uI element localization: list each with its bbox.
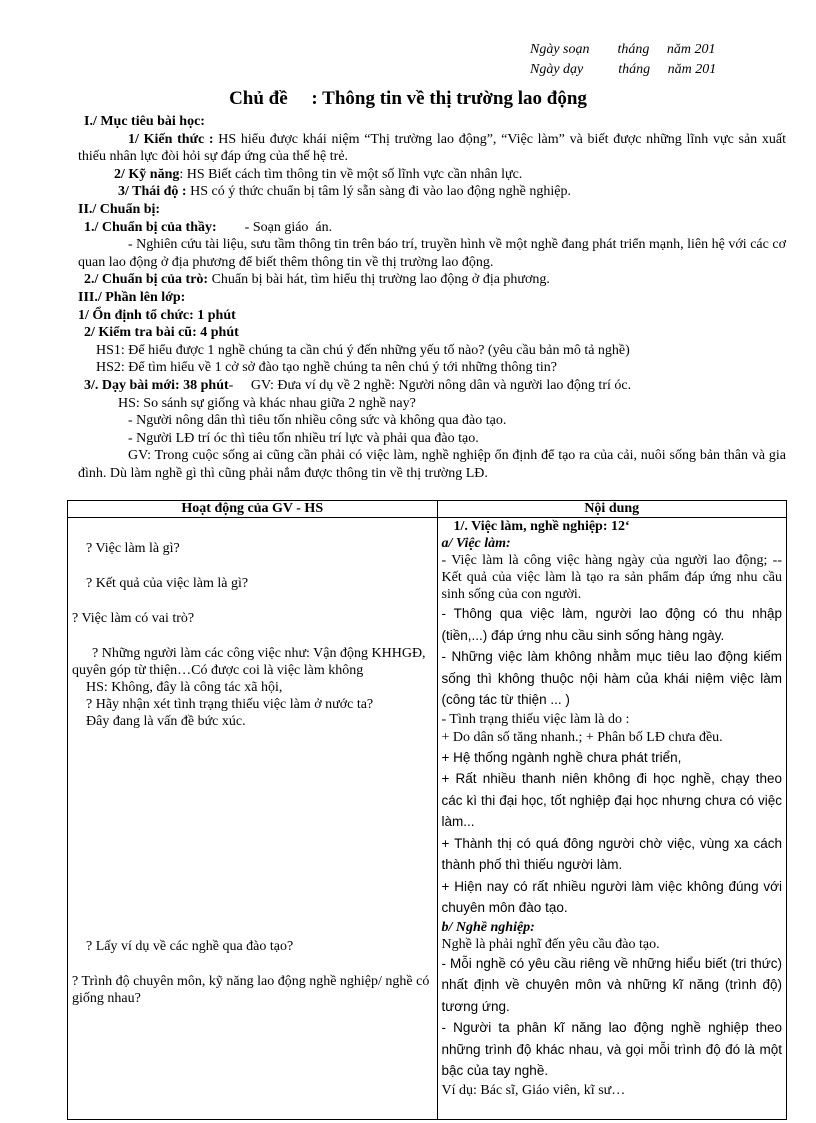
viec-lam-2: - Thông qua việc làm, người lao động có thu nhập (tiền,...) đáp ứng nhu cầu sinh sống hàng ngày. <box>441 606 782 643</box>
gv-intro-text: GV: Trong cuộc sống ai cũng cần phải có việc làm, nghề nghiệp ổn định để tạo ra của cải, nuôi sống bản thân và gia đình. Dù làm nghề gì thì cũng phải nắm được thông tin về thị trường LĐ. <box>78 448 786 481</box>
bai-moi-label: 3/. Dạy bài mới: 38 phút <box>84 377 229 393</box>
kiem-tra: 2/ Kiểm tra bài cũ: 4 phút <box>84 325 239 341</box>
on-dinh: 1/ Ổn định tổ chức: 1 phút <box>78 307 236 323</box>
lesson-body <box>78 113 786 482</box>
heading-phan-len-lop: III./ Phần lên lớp: <box>78 289 186 305</box>
bai-moi <box>78 377 786 395</box>
cb-thay-text: - Soạn giáo án. <box>216 219 333 235</box>
heading-muc-tieu: I./ Mục tiêu bài học: <box>84 114 205 129</box>
question-1: ? Việc làm là gì? <box>86 541 180 556</box>
question-2: ? Kết quả của việc làm là gì? <box>86 576 249 591</box>
content-heading-1: 1/. Việc làm, nghề nghiệp: 12‘ <box>453 519 630 534</box>
question-7: ? Trình độ chuyên môn, kỹ năng lao động nghề nghiệp/ nghề có giống nhau? <box>72 974 430 1006</box>
answer-5: Đây đang là vấn đề bức xúc. <box>86 714 246 729</box>
activities-cell <box>68 518 438 1120</box>
gv-intro <box>78 447 786 482</box>
hs1-question: HS1: Để hiểu được 1 nghề chúng ta cần chú ý đến những yếu tố nào? (yêu cầu bản mô tả nghề) <box>96 342 630 358</box>
nghe-nghiep-2: - Mỗi nghề có yêu cầu riêng về những hiểu biết (tri thức) nhất định về chuyên môn và những kĩ năng (trình độ) tương ứng. <box>441 955 782 1014</box>
lesson-table <box>67 500 787 1120</box>
bai-moi-text: - GV: Đưa ví dụ về 2 nghề: Người nông dân và người lao động trí óc. <box>228 377 632 393</box>
answer-4: HS: Không, đây là công tác xã hội, <box>86 680 283 695</box>
nong-dan: - Người nông dân thì tiêu tốn nhiều công sức và không qua đào tạo. <box>128 413 507 429</box>
viec-lam-9: + Hiện nay có rất nhiều người làm việc không đúng với chuyên môn đào tạo. <box>441 878 782 915</box>
nghe-nghiep-4: Ví dụ: Bác sĩ, Giáo viên, kĩ sư… <box>441 1082 626 1098</box>
kien-thuc-label: 1/ Kiến thức : <box>128 131 219 147</box>
table-header-row <box>68 501 787 518</box>
page-title: Chủ đề : Thông tin về thị trường lao động <box>229 88 587 109</box>
cb-thay-detail-text: - Nghiên cứu tài liệu, sưu tầm thông tin trên báo trí, truyền hình về một nghề đang phát triển mạnh, liên hệ với các cơ quan lao động ở địa phương để biết thêm thông tin về thị trường lao động. <box>78 237 786 270</box>
ky-nang <box>78 166 786 184</box>
ld-tri-oc: - Người LĐ trí óc thì tiêu tốn nhiều trí lực và phải qua đào tạo. <box>128 430 479 446</box>
viec-lam-3: - Những việc làm không nhằm mục tiêu lao động kiếm sống thì không thuộc nội hàm của khái niệm việc làm (công tác từ thiện ... ) <box>441 649 782 707</box>
question-5: ? Hãy nhận xét tình trạng thiếu việc làm ở nước ta? <box>86 697 374 712</box>
viec-lam-6: + Hệ thống ngành nghề chưa phát triển, <box>441 749 682 765</box>
date-plan: Ngày soạn tháng năm 201 <box>530 42 716 57</box>
nghe-nghiep-3: - Người ta phân kĩ năng lao động nghề nghiệp theo những trình độ khác nhau, và gọi mỗi trình độ đó là một bậc của tay nghề. <box>441 1020 782 1078</box>
viec-lam-8: + Thành thị có quá đông người chờ việc, vùng xa cách thành phố thì thiếu người làm. <box>441 835 782 872</box>
kien-thuc <box>78 131 786 166</box>
viec-lam-7: + Rất nhiều thanh niên không đi học nghề, chạy theo các kì thi đại học, tốt nghiệp đại học nhưng chưa có việc làm... <box>441 771 782 829</box>
viec-lam-5: + Do dân số tăng nhanh.; + Phân bố LĐ chưa đều. <box>441 729 723 745</box>
viec-lam-1: - Việc làm là công việc hàng ngày của người lao động; -- Kết quả của việc làm là tạo ra sản phẩm đáp ứng nhu cầu sinh sống của con người. <box>441 553 782 602</box>
cb-tro-text: Chuẩn bị bài hát, tìm hiểu thị trường lao động ở địa phương. <box>208 272 550 288</box>
cb-thay <box>78 219 786 237</box>
heading-chuan-bi: II./ Chuẩn bị: <box>78 201 161 217</box>
content-cell <box>437 518 787 1120</box>
question-3: ? Việc làm có vai trò? <box>72 611 195 626</box>
ky-nang-label: 2/ Kỹ năng <box>114 166 180 182</box>
viec-lam-label: a/ Việc làm: <box>441 536 511 551</box>
thai-do <box>78 183 786 201</box>
hs2-question: HS2: Để tìm hiểu về 1 cở sở đào tạo nghề chúng ta nên chú ý tới những thông tin? <box>96 360 557 376</box>
question-4: ? Những người làm các công việc như: Vận động KHHGĐ, quyên góp từ thiện…Có được coi là việc làm không <box>72 646 426 678</box>
thai-do-label: 3/ Thái độ : <box>118 184 187 200</box>
date-block <box>530 40 716 80</box>
date-teach: Ngày dạy tháng năm 201 <box>530 62 717 77</box>
nghe-nghiep-1: Nghề là phải nghĩ đến yêu cầu đào tạo. <box>441 936 660 952</box>
viec-lam-4: - Tình trạng thiếu việc làm là do : <box>441 711 630 727</box>
hs-so-sanh: HS: So sánh sự giống và khác nhau giữa 2 nghề nay? <box>118 395 416 411</box>
cb-thay-detail <box>78 236 786 271</box>
ky-nang-text: : HS Biết cách tìm thông tin về một số lĩnh vực cần nhân lực. <box>179 166 523 182</box>
col-header-activities: Hoạt động của GV - HS <box>68 501 438 518</box>
cb-thay-label: 1./ Chuẩn bị của thầy: <box>84 219 217 235</box>
cb-tro-label: 2./ Chuẩn bị của trò: <box>84 272 209 288</box>
cb-tro <box>78 271 786 289</box>
table-row <box>68 518 787 1120</box>
col-header-content: Nội dung <box>437 501 787 518</box>
kien-thuc-text: HS hiểu được khái niệm “Thị trường lao động”, “Việc làm” và biết được những lĩnh vực sản xuất thiếu nhân lực đòi hỏi sự đáp ứng của thế hệ trẻ. <box>78 131 786 165</box>
nghe-nghiep-label: b/ Nghề nghiệp: <box>441 919 535 935</box>
question-6: ? Lấy ví dụ về các nghề qua đào tạo? <box>86 939 294 954</box>
thai-do-text: HS có ý thức chuẩn bị tâm lý sẵn sàng đi vào lao động nghề nghiệp. <box>186 184 571 200</box>
